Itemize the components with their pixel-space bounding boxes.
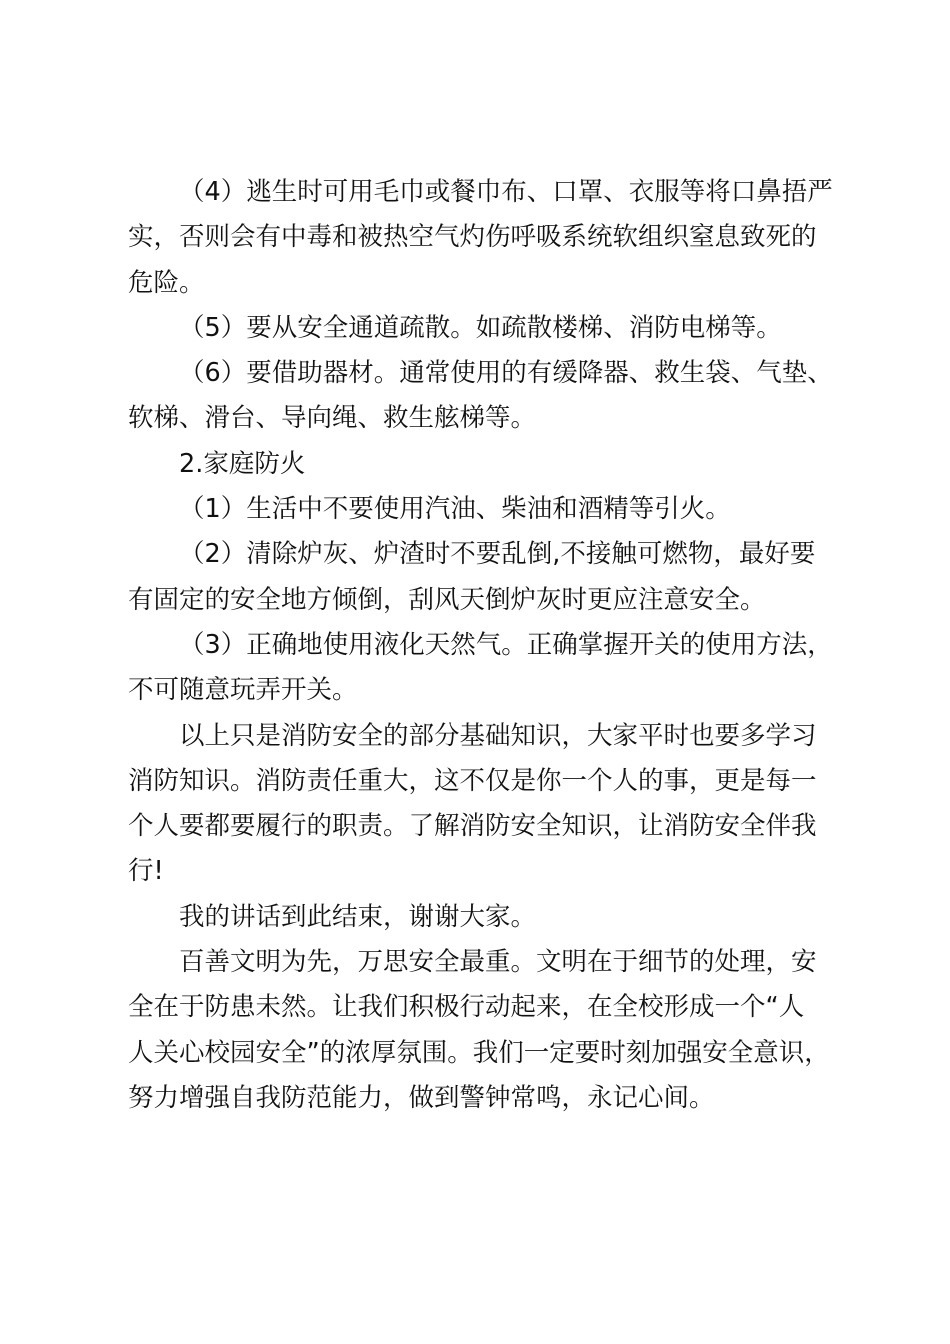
document-body: [128, 170, 868, 1121]
paragraph-safe-exit: [128, 306, 868, 351]
paragraph-no-gasoline: [128, 487, 868, 532]
text-line: 我的讲话到此结束，谢谢大家。: [179, 901, 537, 932]
text-line: 个人要都要履行的职责。了解消防安全知识，让消防安全伴我: [128, 811, 817, 842]
paragraph-natural-gas: [128, 623, 868, 714]
paragraph-equipment: [128, 351, 868, 442]
text-line: 消防知识。消防责任重大，这不仅是你一个人的事，更是每一: [128, 765, 817, 796]
text-line: 人关心校园安全”的浓厚氛围。我们一定要时刻加强安全意识，: [128, 1037, 830, 1068]
paragraph-civility-safety: [128, 940, 868, 1121]
text-line: 不可随意玩弄开关。: [128, 675, 358, 706]
text-line: 全在于防患未然。让我们积极行动起来，在全校形成一个“人: [128, 992, 805, 1023]
paragraph-summary: [128, 714, 868, 895]
text-line: （1）生活中不要使用汽油、柴油和酒精等引火。: [179, 494, 731, 525]
paragraph-closing: [128, 895, 868, 940]
text-line: 有固定的安全地方倾倒，刮风天倒炉灰时更应注意安全。: [128, 584, 766, 615]
paragraph-ash-disposal: [128, 532, 868, 623]
text-line: （2）清除炉灰、炉渣时不要乱倒,不接触可燃物，最好要: [179, 539, 816, 570]
text-line: 以上只是消防安全的部分基础知识，大家平时也要多学习: [179, 720, 817, 751]
text-line: （6）要借助器材。通常使用的有缓降器、救生袋、气垫、: [179, 358, 833, 389]
text-line: 实，否则会有中毒和被热空气灼伤呼吸系统软组织窒息致死的: [128, 222, 817, 253]
text-line: （4）逃生时可用毛巾或餐巾布、口罩、衣服等将口鼻捂严: [179, 177, 833, 207]
text-line: 软梯、滑台、导向绳、救生舷梯等。: [128, 403, 537, 434]
text-line: （3）正确地使用液化天然气。正确掌握开关的使用方法，: [179, 629, 833, 660]
section-heading-home-fire-prevention: [128, 442, 868, 487]
text-line: 行!: [128, 856, 164, 887]
paragraph-escape-towel: [128, 170, 868, 306]
text-line: 百善文明为先，万思安全最重。文明在于细节的处理，安: [179, 947, 817, 978]
text-line: 努力增强自我防范能力，做到警钟常鸣，永记心间。: [128, 1082, 715, 1113]
text-line: 2.家庭防火: [179, 448, 306, 479]
text-line: 危险。: [128, 267, 205, 298]
text-line: （5）要从安全通道疏散。如疏散楼梯、消防电梯等。: [179, 312, 782, 343]
